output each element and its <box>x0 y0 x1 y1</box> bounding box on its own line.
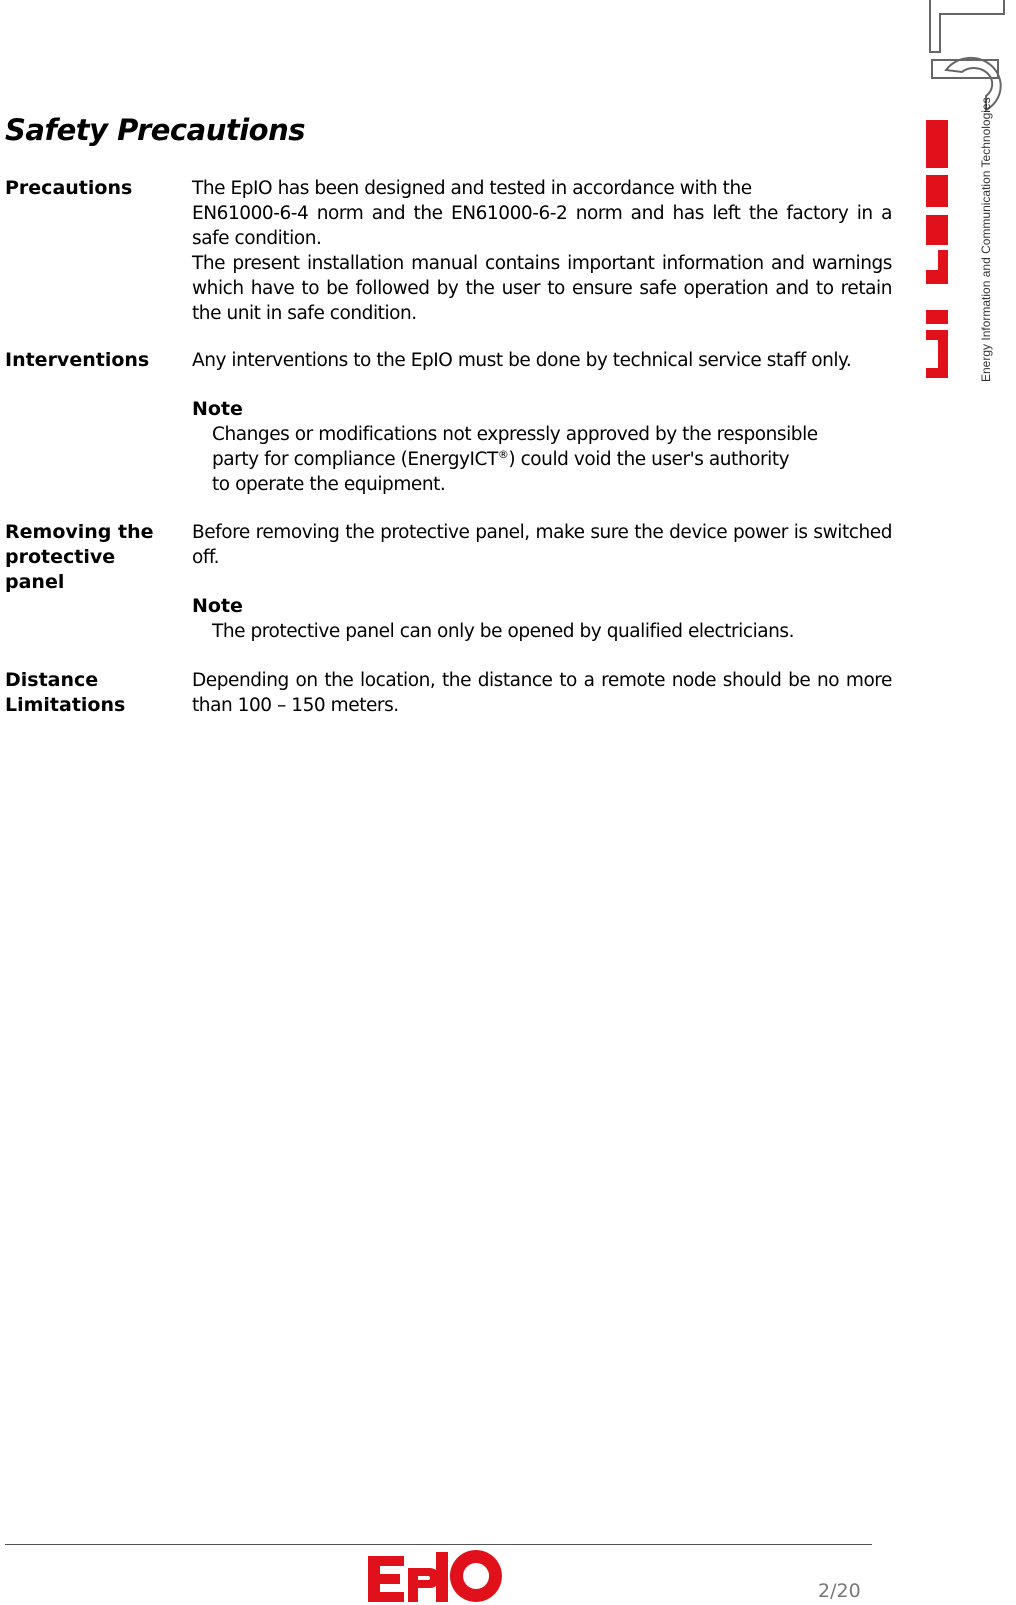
section-body-removing: Before removing the protective panel, make sure the device power is switched off. <box>192 522 892 568</box>
section-body-interventions: Any interventions to the EpIO must be done by technical service staff only. <box>192 350 852 371</box>
section-body-precautions <box>192 176 892 326</box>
epio-footer-logo <box>368 1546 503 1604</box>
energyict-logo <box>926 0 1016 400</box>
energyict-tagline <box>979 97 993 382</box>
note-line-3: to operate the equipment. <box>212 474 446 495</box>
note-text-removing: The protective panel can only be opened by qualified electricians. <box>212 621 795 642</box>
section-label-precautions: Precautions <box>5 177 133 199</box>
note-line-1: Changes or modifications not expressly approved by the responsible <box>212 424 818 445</box>
energy-wordmark <box>926 112 952 382</box>
section-label-removing: Removing the protective panel <box>5 521 154 593</box>
page-number: 2/20 <box>818 1580 861 1602</box>
precautions-line-2: EN61000-6-4 norm and the EN61000-6-2 norm and has left the factory in a safe condition. <box>192 203 892 249</box>
section-label-interventions: Interventions <box>5 349 150 371</box>
precautions-line-1: The EpIO has been designed and tested in accordance with the <box>192 178 752 199</box>
note-title-removing: Note <box>192 595 243 617</box>
page-title: Safety Precautions <box>5 113 305 147</box>
section-label-distance: Distance Limitations <box>5 669 126 716</box>
note-text-interventions <box>212 422 818 497</box>
section-body-distance: Depending on the location, the distance to a remote node should be no more than 100 – 150 meters. <box>192 670 892 716</box>
ict-outline-mark <box>930 0 1004 110</box>
note-title-interventions: Note <box>192 398 243 420</box>
precautions-paragraph-2: The present installation manual contains important information and warnings which have to be followed by the user to ensure safe operation and to retain the unit in safe condition. <box>192 253 892 324</box>
footer-divider <box>5 1544 872 1545</box>
svg-text:Energy Information and Communi: Energy Information and Communication Technologies <box>979 97 993 382</box>
note-line-2: party for compliance (EnergyICT®) could void the user's authority <box>212 448 790 470</box>
